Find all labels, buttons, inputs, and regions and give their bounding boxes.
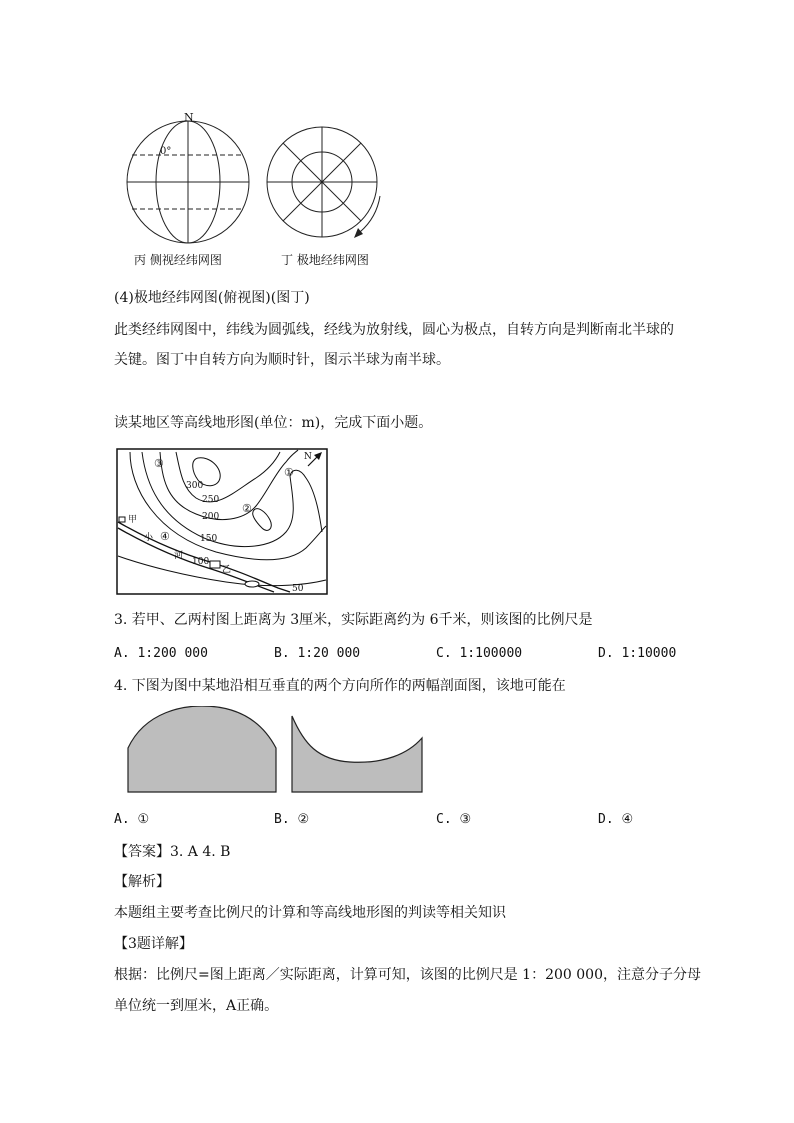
q3-option-b[interactable]: B. 1:20 000 [274, 646, 361, 661]
side-view-globe-caption: 丙 侧视经纬网图 [134, 253, 222, 267]
contour-label-250: 250 [202, 495, 220, 505]
point-label-4: ④ [160, 530, 170, 543]
detail-text-line: 单位统一到厘米，A正确。 [114, 998, 279, 1014]
village-b-marker [210, 561, 220, 568]
side-view-globe-figure [118, 110, 258, 255]
arrow-head [354, 228, 363, 238]
concave-profile-shape [292, 716, 422, 792]
polar-globe-caption: 丁 极地经纬网图 [281, 253, 369, 267]
contour-label-50: 50 [292, 584, 304, 594]
analysis-text: 本题组主要考查比例尺的计算和等高线地形图的判读等相关知识 [114, 905, 506, 921]
section-text-line: 此类经纬网图中，纬线为圆弧线，经线为放射线，圆心为极点，自转方向是判断南北半球的 [114, 322, 674, 338]
point-label-1: ① [284, 466, 294, 479]
answer-line: 【答案】3. A 4. B [114, 844, 231, 860]
section-heading: (4)极地经纬网图(俯视图)(图丁) [114, 290, 310, 306]
contour-label-150: 150 [200, 534, 218, 544]
point-label-2: ② [242, 502, 252, 515]
north-arrow-label: N [304, 452, 312, 462]
point-label-3: ③ [154, 457, 164, 470]
polar-globe-figure [262, 122, 392, 252]
prime-meridian-label: 0° [160, 146, 172, 157]
village-a-label: 甲 [128, 515, 138, 525]
village-b-label: 乙 [222, 565, 232, 575]
contour-label-300: 300 [186, 481, 204, 491]
question-intro: 读某地区等高线地形图(单位：m)，完成下面小题。 [114, 415, 433, 431]
river-island [245, 581, 259, 587]
detail-text-line: 根据：比例尺=图上距离／实际距离，计算可知，该图的比例尺是 1：200 000，注意分子分母 [114, 967, 701, 983]
q4-option-b[interactable]: B. ② [274, 812, 310, 827]
village-a-marker [119, 517, 125, 522]
q3-option-a[interactable]: A. 1:200 000 [114, 646, 208, 661]
section-text-line: 关键。图丁中自转方向为顺时针，图示半球为南半球。 [114, 352, 450, 368]
q3-option-d[interactable]: D. 1:10000 [598, 646, 677, 661]
profile-diagram-concave [290, 714, 424, 794]
river-label-char: 小 [144, 533, 154, 543]
rotation-arrow [360, 196, 380, 232]
contour-label-200: 200 [202, 512, 220, 522]
question-4-stem: 4. 下图为图中某地沿相互垂直的两个方向所作的两幅剖面图，该地可能在 [114, 678, 566, 694]
river-label-char: 河 [174, 551, 184, 561]
q4-option-d[interactable]: D. ④ [598, 812, 634, 827]
north-label: N [184, 111, 194, 124]
contour-map [116, 448, 328, 596]
contour-label-100: 100 [192, 557, 210, 567]
q4-option-a[interactable]: A. ① [114, 812, 150, 827]
q4-option-c[interactable]: C. ③ [436, 812, 472, 827]
analysis-heading: 【解析】 [114, 874, 170, 890]
detail-heading: 【3题详解】 [114, 936, 193, 952]
profile-diagram-convex [126, 706, 278, 794]
question-3-stem: 3. 若甲、乙两村图上距离为 3厘米，实际距离约为 6千米，则该图的比例尺是 [114, 612, 593, 628]
convex-profile-shape [128, 706, 276, 792]
q3-option-c[interactable]: C. 1:100000 [436, 646, 523, 661]
